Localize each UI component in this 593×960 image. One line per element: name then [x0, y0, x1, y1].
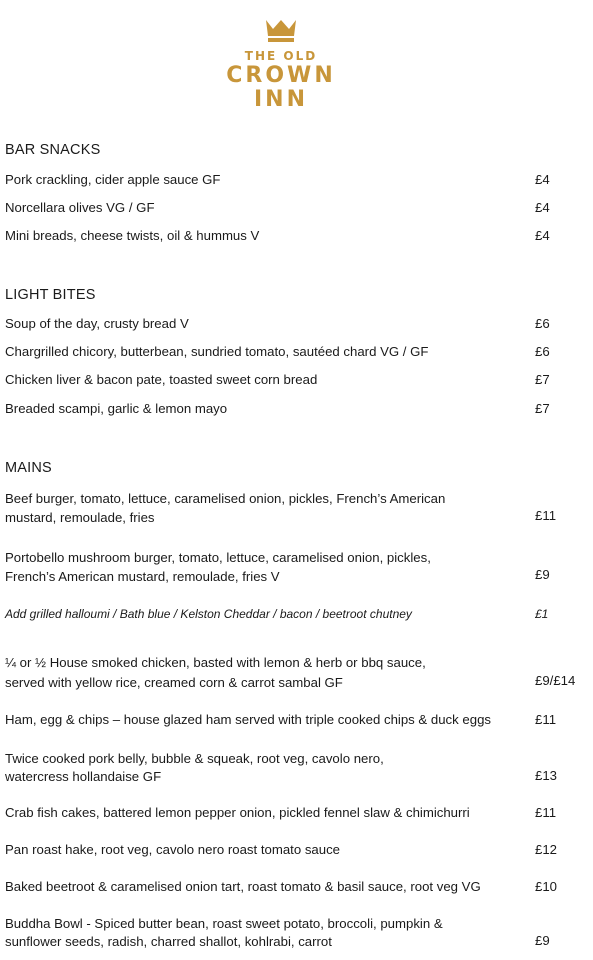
logo-text-line2: CROWN — [226, 63, 336, 88]
section-heading-mains: MAINS — [5, 460, 52, 476]
menu-item-price: £13 — [535, 768, 558, 783]
menu-item-name: Chargrilled chicory, butterbean, sundried tomato, sautéed chard VG / GF — [5, 344, 429, 359]
menu-item-name: Pork crackling, cider apple sauce GF — [5, 172, 221, 187]
menu-item-name: Baked beetroot & caramelised onion tart, roast tomato & basil sauce, root veg VG — [5, 879, 481, 894]
menu-item-line: Beef burger, tomato, lettuce, caramelised onion, pickles, French’s American — [5, 491, 446, 506]
menu-item-name — [5, 750, 384, 786]
menu-item-name: Crab fish cakes, battered lemon pepper onion, pickled fennel slaw & chimichurri — [5, 805, 470, 820]
menu-item-price: £9 — [535, 933, 550, 948]
menu-item-price: £6 — [535, 344, 550, 359]
menu-item-name: Norcellara olives VG / GF — [5, 200, 155, 215]
logo-text-line1: THE OLD — [244, 49, 318, 63]
menu-item-price: £4 — [535, 228, 550, 243]
menu-item-name: Soup of the day, crusty bread V — [5, 316, 189, 331]
crown-icon — [264, 18, 298, 44]
menu-item-price: £11 — [535, 508, 557, 523]
menu-item-line: ¼ or ½ House smoked chicken, basted with lemon & herb or bbq sauce, — [5, 655, 426, 670]
menu-item-price: £6 — [535, 316, 550, 331]
menu-item-price: £12 — [535, 842, 558, 857]
menu-item-price: £9/£14 — [535, 673, 576, 688]
section-heading-light-bites: LIGHT BITES — [5, 287, 96, 303]
logo-text-line3: INN — [253, 87, 308, 112]
menu-item-line: mustard, remoulade, fries — [5, 510, 155, 525]
menu-item-line: sunflower seeds, radish, charred shallot, kohlrabi, carrot — [5, 934, 332, 949]
menu-item-name: Breaded scampi, garlic & lemon mayo — [5, 401, 228, 416]
menu-item-name — [5, 548, 431, 586]
menu-item-name: Mini breads, cheese twists, oil & hummus V — [5, 228, 260, 243]
menu-item-line: served with yellow rice, creamed corn & carrot sambal GF — [5, 675, 343, 690]
menu-item-name: Chicken liver & bacon pate, toasted sweet corn bread — [5, 372, 318, 387]
menu-item-name: Ham, egg & chips – house glazed ham served with triple cooked chips & duck eggs — [5, 712, 492, 727]
menu-item-line: watercress hollandaise GF — [5, 769, 162, 784]
menu-item-price: £11 — [535, 805, 557, 820]
menu-item-name — [5, 653, 426, 693]
menu-item-name — [5, 489, 445, 527]
menu-item-line: Portobello mushroom burger, tomato, lettuce, caramelised onion, pickles, — [5, 550, 431, 565]
menu-item-price: £11 — [535, 712, 557, 727]
section-heading-bar-snacks: BAR SNACKS — [5, 142, 101, 158]
menu-item-name: Pan roast hake, root veg, cavolo nero roast tomato sauce — [5, 842, 341, 857]
menu-item-addon-note: Add grilled halloumi / Bath blue / Kelston Cheddar / bacon / beetroot chutney — [5, 607, 412, 621]
menu-item-name — [5, 915, 443, 951]
menu-item-price: £7 — [535, 401, 550, 416]
menu-item-line: Twice cooked pork belly, bubble & squeak, root veg, cavolo nero, — [5, 751, 384, 766]
restaurant-logo — [218, 18, 344, 118]
menu-item-price: £4 — [535, 172, 550, 187]
menu-item-price: £9 — [535, 567, 550, 582]
menu-item-price: £4 — [535, 200, 550, 215]
menu-item-price: £7 — [535, 372, 550, 387]
menu-item-line: Buddha Bowl - Spiced butter bean, roast sweet potato, broccoli, pumpkin & — [5, 916, 443, 931]
menu-item-line: French’s American mustard, remoulade, fries V — [5, 569, 280, 584]
menu-item-price: £10 — [535, 879, 558, 894]
menu-item-price: £1 — [535, 607, 549, 621]
